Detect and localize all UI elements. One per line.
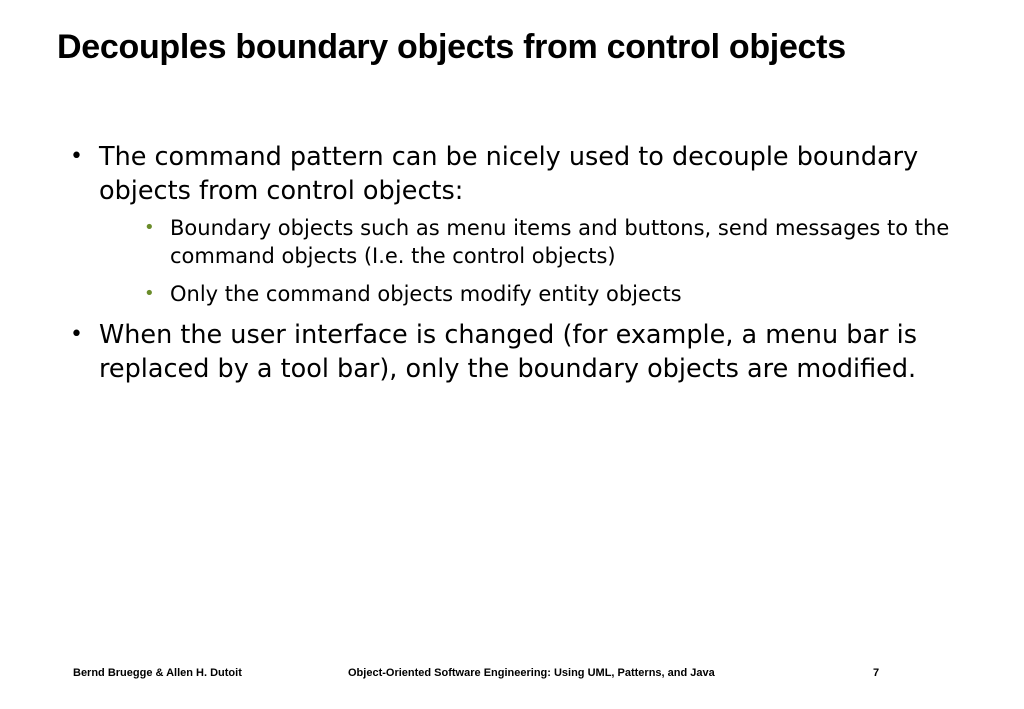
sub-bullet-list bbox=[99, 214, 970, 308]
sub-bullet-text: Only the command objects modify entity objects bbox=[170, 282, 682, 306]
footer-book-title: Object-Oriented Software Engineering: Using UML, Patterns, and Java bbox=[348, 667, 715, 679]
slide-title: Decouples boundary objects from control objects bbox=[57, 28, 846, 66]
bullet-icon: • bbox=[70, 144, 83, 169]
slide-body bbox=[70, 140, 970, 396]
footer-authors: Bernd Bruegge & Allen H. Dutoit bbox=[73, 667, 242, 679]
sub-bullet-item bbox=[99, 214, 970, 270]
bullet-icon: • bbox=[70, 322, 83, 347]
page-number: 7 bbox=[873, 667, 880, 679]
bullet-item bbox=[70, 140, 970, 308]
sub-bullet-item bbox=[99, 280, 970, 308]
bullet-text: When the user interface is changed (for example, a menu bar is replaced by a tool bar), only the boundary objects are modified. bbox=[99, 320, 918, 384]
bullet-text: The command pattern can be nicely used to decouple boundary objects from control objects: bbox=[99, 142, 919, 206]
sub-bullet-icon: • bbox=[144, 217, 155, 238]
sub-bullet-text: Boundary objects such as menu items and buttons, send messages to the command objects (I.e. the control objects) bbox=[170, 216, 950, 268]
sub-bullet-icon: • bbox=[144, 283, 155, 304]
bullet-item bbox=[70, 318, 970, 386]
